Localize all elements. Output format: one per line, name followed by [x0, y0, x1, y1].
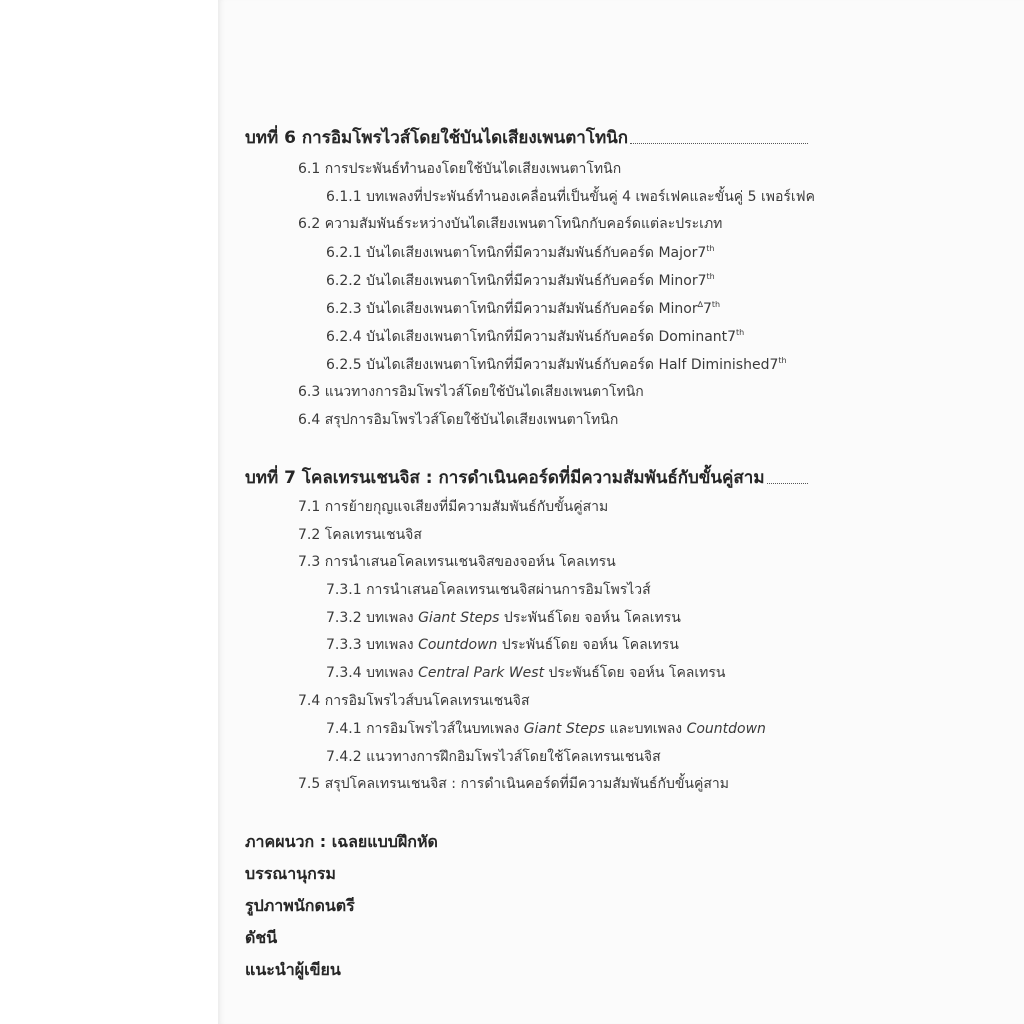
toc-entry-6-2-2 — [326, 273, 715, 288]
toc-entry-7-1: 7.1 การย้ายกุญแจเสียงที่มีความสัมพันธ์กับขั้นคู่สาม — [298, 499, 609, 515]
dot-leader — [630, 143, 808, 144]
toc-author: แนะนำผู้เขียน — [245, 960, 341, 979]
song-title: Central Park West — [418, 665, 545, 681]
toc-entry-text: 6.2.5 บันไดเสียงเพนตาโทนิกที่มีความสัมพันธ์กับคอร์ด Half Diminished7 — [326, 357, 779, 373]
toc-entry-text: 6.2.4 บันไดเสียงเพนตาโทนิกที่มีความสัมพันธ์กับคอร์ด Dominant7 — [326, 329, 737, 345]
superscript: th — [711, 300, 721, 309]
toc-entry-text: 7.3.4 บทเพลง — [326, 665, 419, 681]
toc-entry-7-3: 7.3 การนำเสนอโคลเทรนเชนจิสของจอห์น โคลเทรน — [298, 554, 616, 570]
toc-index: ดัชนี — [245, 928, 278, 947]
toc-entry-text: ประพันธ์โดย จอห์น โคลเทรน — [544, 665, 726, 681]
superscript: th — [706, 272, 715, 281]
toc-entry-7-3-4 — [326, 666, 726, 680]
song-title: Countdown — [686, 721, 766, 737]
toc-entry-6-2-4 — [326, 329, 744, 344]
toc-entry-7-4-2: 7.4.2 แนวทางการฝึกอิมโพรไวส์โดยใช้โคลเทรนเชนจิส — [326, 749, 661, 765]
toc-entry-6-3: 6.3 แนวทางการอิมโพรไวส์โดยใช้บันไดเสียงเพนตาโทนิก — [298, 384, 644, 400]
toc-entry-text: 6.2.3 บันไดเสียงเพนตาโทนิกที่มีความสัมพันธ์กับคอร์ด Minor — [326, 301, 698, 317]
toc-entry-7-4: 7.4 การอิมโพรไวส์บนโคลเทรนเชนจิส — [298, 693, 530, 709]
toc-entry-7-3-3 — [326, 638, 679, 652]
chapter-6-heading — [245, 130, 808, 147]
dot-leader — [767, 483, 808, 484]
toc-entry-text: และบทเพลง — [605, 721, 687, 737]
toc-entry-7-2: 7.2 โคลเทรนเชนจิส — [298, 527, 422, 543]
toc-entry-text: ประพันธ์โดย จอห์น โคลเทรน — [497, 637, 679, 653]
toc-entry-6-1-1: 6.1.1 บทเพลงที่ประพันธ์ทำนองเคลื่อนที่เป็นขั้นคู่ 4 เพอร์เฟคและขั้นคู่ 5 เพอร์เฟค — [326, 189, 815, 205]
song-title: Countdown — [418, 637, 498, 653]
superscript: th — [778, 356, 787, 365]
chapter-7-heading — [245, 470, 808, 487]
toc-appendix: ภาคผนวก : เฉลยแบบฝึกหัด — [245, 832, 438, 851]
toc-entry-6-2-3 — [326, 301, 720, 316]
toc-entry-6-2: 6.2 ความสัมพันธ์ระหว่างบันไดเสียงเพนตาโทนิกกับคอร์ดแต่ละประเภท — [298, 216, 723, 232]
toc-entry-text: 6.2.1 บันไดเสียงเพนตาโทนิกที่มีความสัมพันธ์กับคอร์ด Major7 — [326, 245, 707, 261]
chord-number: 7 — [702, 301, 712, 317]
toc-entry-7-4-1 — [326, 722, 766, 736]
triangle-symbol: ∆ — [697, 300, 703, 309]
superscript: th — [706, 244, 715, 253]
chapter-7-title: บทที่ 7 โคลเทรนเชนจิส : การดำเนินคอร์ดที่มีความสัมพันธ์กับขั้นคู่สาม — [245, 468, 765, 488]
chapter-6-title: บทที่ 6 การอิมโพรไวส์โดยใช้บันไดเสียงเพนตาโทนิก — [245, 128, 629, 148]
toc-entry-7-5: 7.5 สรุปโคลเทรนเชนจิส : การดำเนินคอร์ดที่มีความสัมพันธ์กับขั้นคู่สาม — [298, 776, 729, 792]
toc-entry-6-2-5 — [326, 357, 787, 372]
toc-entry-text: 6.2.2 บันไดเสียงเพนตาโทนิกที่มีความสัมพันธ์กับคอร์ด Minor7 — [326, 273, 707, 289]
toc-bibliography: บรรณานุกรม — [245, 864, 336, 883]
toc-entry-text: 7.3.2 บทเพลง — [326, 610, 419, 626]
toc-entry-text: 7.3.3 บทเพลง — [326, 637, 419, 653]
toc-entry-text: ประพันธ์โดย จอห์น โคลเทรน — [499, 610, 681, 626]
superscript: th — [736, 328, 745, 337]
left-margin — [0, 0, 218, 1024]
song-title: Giant Steps — [418, 610, 500, 626]
toc-musician-photos: รูปภาพนักดนตรี — [245, 896, 355, 915]
toc-entry-6-1: 6.1 การประพันธ์ทำนองโดยใช้บันไดเสียงเพนตาโทนิก — [298, 161, 622, 177]
toc-entry-text: 7.4.1 การอิมโพรไวส์ในบทเพลง — [326, 721, 524, 737]
toc-entry-7-3-2 — [326, 611, 681, 625]
toc-entry-6-4: 6.4 สรุปการอิมโพรไวส์โดยใช้บันไดเสียงเพนตาโทนิก — [298, 412, 619, 428]
toc-entry-6-2-1 — [326, 245, 714, 260]
song-title: Giant Steps — [523, 721, 605, 737]
toc-entry-7-3-1: 7.3.1 การนำเสนอโคลเทรนเชนจิสผ่านการอิมโพรไวส์ — [326, 582, 651, 598]
